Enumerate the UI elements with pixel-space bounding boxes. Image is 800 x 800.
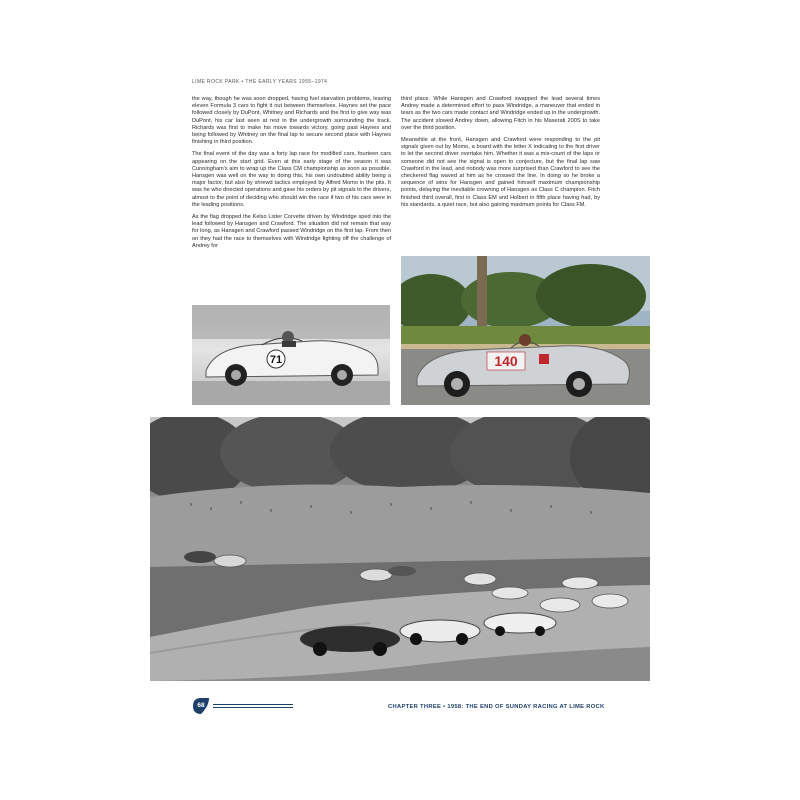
left-text-column — [192, 96, 391, 255]
photo-porsche-71 — [192, 305, 390, 405]
right-paragraph-2: Meanwhile at the front, Hansgen and Crawford were responding to the pit signals given out by Momo, a board with the letter X indicating to the first driver to let the second driver overtake him. Whether it was a mis-count of the laps or someone did not see the signal is open to conjecture, but the final lap saw Crawford in the lead, and nobody was more surprised than Crawford to see the checkered flag waved at him as he crossed the line. In doing so he broke a sequence of wins for Hansgen and gained himself maximum championship points, delaying the inevitable crowning of Hansgen as Class C champion. Fitch finished third overall, first in Class EM and Holbert in fifth place having had, by his standards, a quiet race, but also gaining maximum points for Class FM. — [401, 137, 600, 208]
right-paragraph-1: third place. While Hansgen and Crawford swapped the lead several times Andrey made a determined effort to pass Windridge, a maneuver that ended in tears as the two cars made contact and Windridge ended up in the undergrowth. The accident slowed Andrey down, allowing Fitch in his Maserati 200S to take over the third position. — [401, 96, 600, 131]
photo-porsche-140 — [401, 256, 650, 405]
photo-race-field — [150, 417, 650, 681]
left-paragraph-3: As the flag dropped the Kelso Lister Corvette driven by Windridge sped into the lead followed by Hansgen and Crawford. The situation did not remain that way for long, as Hansgen and Crawford passed Windridge on the first lap. From then on they had the race to themselves with Windridge fighting off the challenge of Andrey for — [192, 214, 391, 249]
footer-rule — [213, 704, 293, 708]
left-paragraph-2: The final event of the day was a forty lap race for modified cars, fourteen cars appearing on the start grid. Even at this early stage of the season it was Cunningham's aim to wrap up the Class CM championship as soon as possible. Hansgen was well on the way to doing this, his own undoubted ability being a major factor, but also by shrewd tactics employed by Alfred Momo in the pits. It was he who directed operations and gave his orders by pit signals to the drivers, almost to the point of deciding who should win the race if two of his cars were in the leading positions. — [192, 151, 391, 208]
running-head: LIME ROCK PARK • THE EARLY YEARS 1955–1974 — [192, 79, 328, 85]
right-text-column — [401, 96, 600, 214]
chapter-title: CHAPTER THREE • 1958: THE END OF SUNDAY RACING AT LIME ROCK — [388, 704, 605, 710]
left-paragraph-1: the way, though he was soon dropped, having fuel starvation problems, leaving eleven Formula 3 cars to fight it out between themselves. Haynes set the pace followed closely by DuPont, Whitney and Richards and the first to give way was DuPont, his car last seen at rest in the undergrowth surrounding the track. Richards was first to make his move towards victory, going past Haynes and being followed by Whitney on the final lap to secure second place with Haynes finishing in third position. — [192, 96, 391, 146]
car-number-140: 140 — [494, 353, 518, 369]
page-number: 68 — [197, 702, 205, 709]
car-number-71: 71 — [269, 354, 283, 366]
